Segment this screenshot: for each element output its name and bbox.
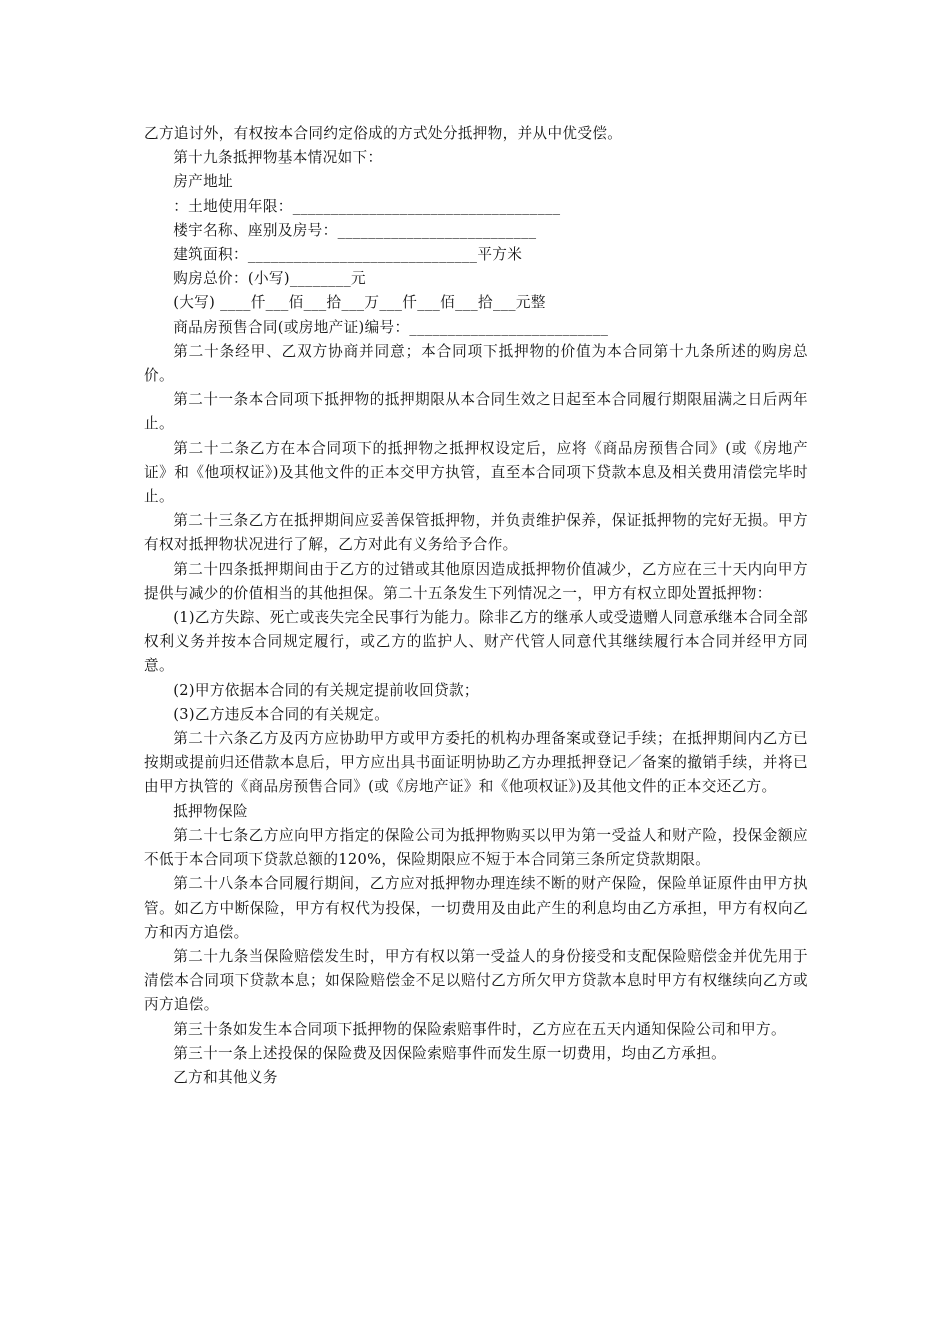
paragraph: 乙方追讨外，有权按本合同约定俗成的方式处分抵押物，并从中优受偿。 — [144, 125, 623, 142]
document-body — [144, 122, 808, 1090]
paragraph: 第三十条如发生本合同项下抵押物的保险索赔事件时，乙方应在五天内通知保险公司和甲方。 — [173, 1020, 786, 1038]
paragraph: 第三十一条上述投保的保险费及因保险索赔事件而发生原一切费用，均由乙方承担。 — [173, 1044, 727, 1062]
paragraph: 购房总价：(小写)________元 — [173, 270, 367, 288]
paragraph: 第二十六条乙方及丙方应协助甲方或甲方委托的机构办理备案或登记手续；在抵押期间内乙方已按期或提前归还借款本息后，甲方应出具书面证明协助乙方办理抵押登记／备案的撤销手续，并将已由甲方执管的《商品房预售合同》(或《房地产证》和《他项权证》)及其他文件的正本交还乙方。 — [144, 730, 808, 796]
paragraph: (大写) ____仟___佰___拾___万___仟___佰___拾___元整 — [173, 294, 546, 312]
paragraph: 房产地址 — [173, 173, 233, 191]
paragraph: 第二十九条当保险赔偿发生时，甲方有权以第一受益人的身份接受和支配保险赔偿金并优先用于清偿本合同项下贷款本息；如保险赔偿金不足以赔付乙方所欠甲方贷款本息时甲方有权继续向乙方或丙方追偿。 — [144, 947, 808, 1014]
paragraph: 商品房预售合同(或房地产证)编号：__________________________ — [173, 318, 609, 336]
paragraph: 第二十三条乙方在抵押期间应妥善保管抵押物，并负责维护保养，保证抵押物的完好无损。甲方有权对抵押物状况进行了解，乙方对此有义务给予合作。 — [144, 512, 808, 554]
paragraph: 第二十二条乙方在本合同项下的抵押物之抵押权设定后，应将《商品房预售合同》(或《房地产证》和《他项权证》)及其他文件的正本交甲方执管，直至本合同项下贷款本息及相关费用清偿完毕时止。 — [144, 439, 808, 506]
paragraph: 第二十条经甲、乙双方协商并同意；本合同项下抵押物的价值为本合同第十九条所述的购房总价。 — [144, 342, 808, 385]
paragraph: 第二十一条本合同项下抵押物的抵押期限从本合同生效之日起至本合同履行期限届满之日后两年止。 — [144, 391, 808, 433]
paragraph: 建筑面积：______________________________平方米 — [173, 246, 523, 264]
paragraph: (2)甲方依据本合同的有关规定提前收回贷款； — [173, 681, 479, 699]
paragraph: 第二十七条乙方应向甲方指定的保险公司为抵押物购买以甲为第一受益人和财产险，投保金额应不低于本合同项下贷款总额的120%，保险期限应不短于本合同第三条所定贷款期限。 — [144, 826, 808, 869]
paragraph: 第二十八条本合同履行期间，乙方应对抵押物办理连续不断的财产保险，保险单证原件由甲方执管。如乙方中断保险，甲方有权代为投保，一切费用及由此产生的利息均由乙方承担，甲方有权向乙方和丙方追偿。 — [144, 875, 808, 941]
paragraph: ：土地使用年限：___________________________________ — [173, 197, 561, 215]
paragraph: (1)乙方失踪、死亡或丧失完全民事行为能力。除非乙方的继承人或受遗赠人同意承继本合同全部权利义务并按本合同规定履行，或乙方的监护人、财产代管人同意代其继续履行本合同并经甲方同意。 — [144, 609, 808, 675]
paragraph: 抵押物保险 — [173, 802, 248, 820]
paragraph: 楼宇名称、座别及房号：__________________________ — [173, 221, 537, 239]
paragraph: (3)乙方违反本合同的有关规定。 — [173, 705, 390, 723]
paragraph: 第二十四条抵押期间由于乙方的过错或其他原因造成抵押物价值减少，乙方应在三十天内向甲方提供与减少的价值相当的其他担保。第二十五条发生下列情况之一，甲方有权立即处置抵押物： — [144, 560, 808, 602]
paragraph: 第十九条抵押物基本情况如下： — [173, 149, 383, 167]
paragraph: 乙方和其他义务 — [173, 1068, 278, 1086]
